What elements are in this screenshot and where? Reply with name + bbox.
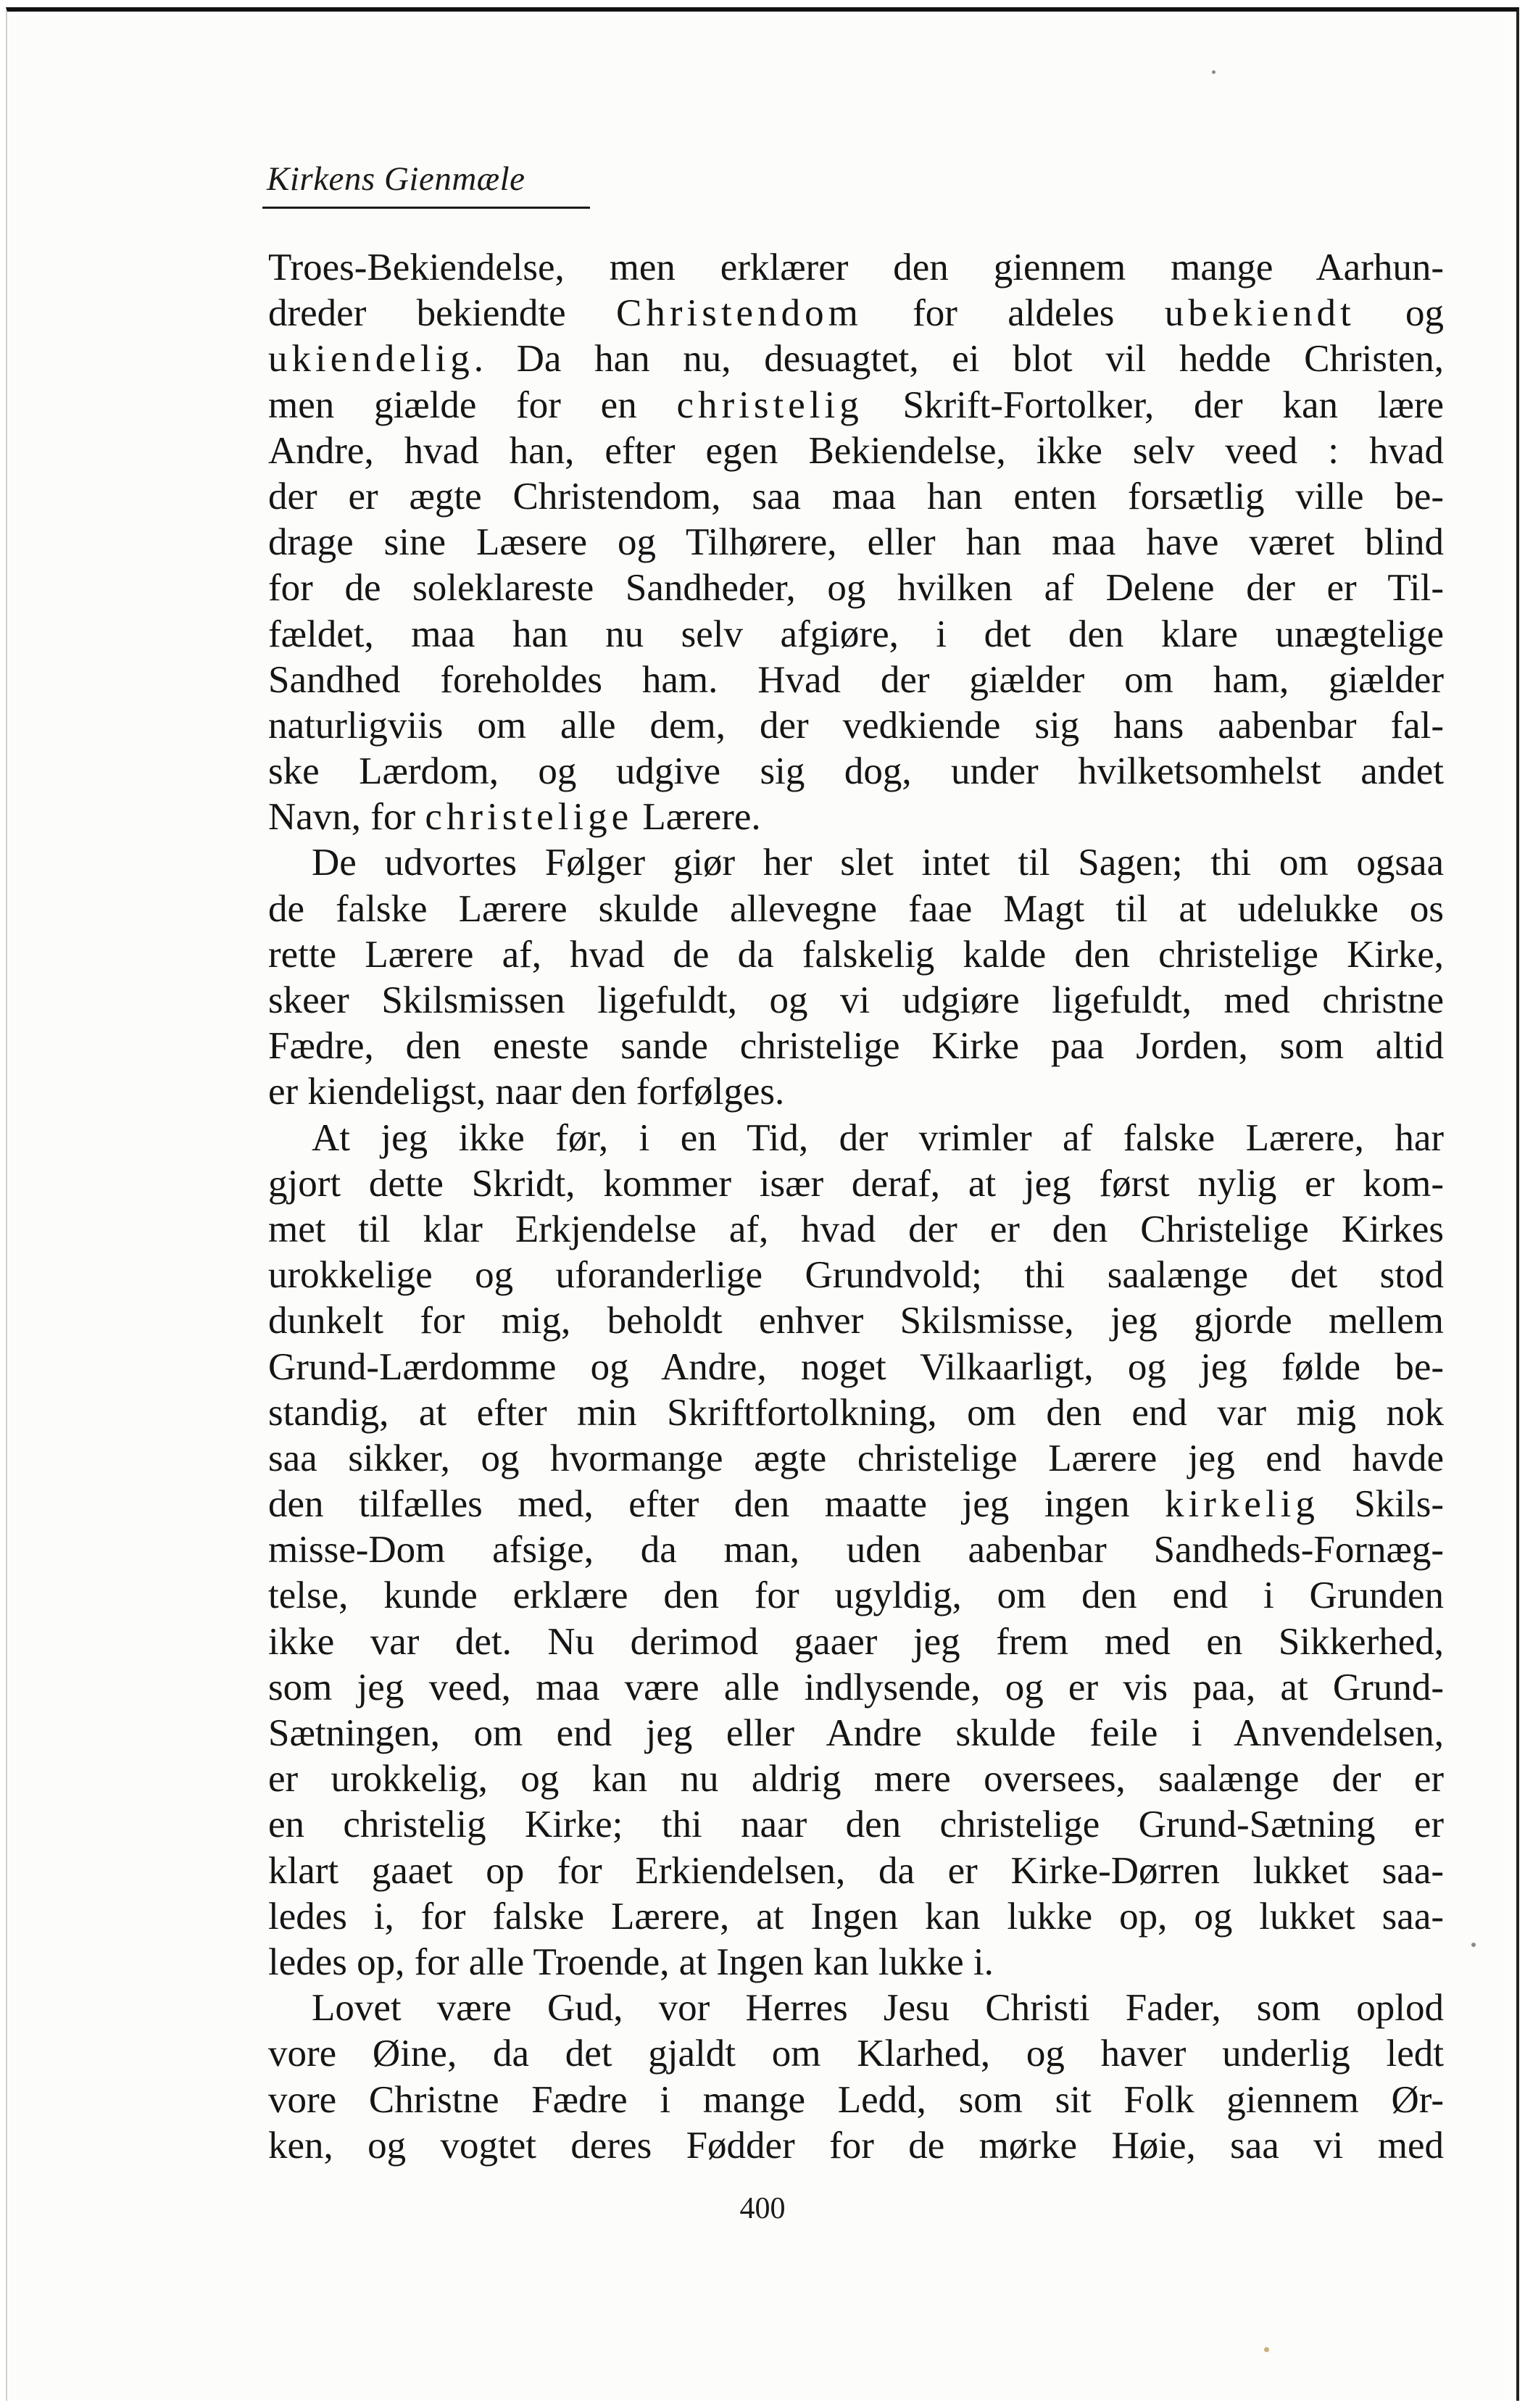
running-head-rule (262, 207, 590, 209)
text-line (268, 1069, 1444, 1115)
text-run: ikke var det. Nu derimod gaaer jeg frem med en Sikkerhed, (268, 1620, 1444, 1663)
text-line (268, 1527, 1444, 1573)
text-line (268, 245, 1444, 291)
text-run: men giælde for en (268, 383, 677, 426)
text-run: ske Lærdom, og udgive sig dog, under hvilketsomhelst andet (268, 750, 1444, 793)
text-run: de falske Lærere skulde allevegne faae Magt til at udelukke os (268, 887, 1444, 930)
text-run: Lærere. (633, 796, 761, 839)
text-run: der er ægte Christendom, saa maa han enten forsætlig ville be- (268, 475, 1444, 518)
text-run: klart gaaet op for Erkiendelsen, da er Kirke-Dørren lukket saa- (268, 1849, 1444, 1892)
emphasis-spaced: christelige (425, 796, 633, 839)
text-run: drage sine Læsere og Tilhørere, eller han maa have været blind (268, 521, 1444, 564)
text-run: skeer Skilsmissen ligefuldt, og vi udgiøre ligefuldt, med christne (268, 979, 1444, 1021)
text-run: . Da han nu, desuagtet, ei blot vil hedde Christen, (473, 338, 1444, 381)
text-line (268, 1207, 1444, 1253)
text-line (268, 932, 1444, 978)
text-line (268, 520, 1444, 565)
text-run: Troes-Bekiendelse, men erklærer den giennem mange Aarhun- (268, 246, 1444, 288)
text-line (268, 565, 1444, 611)
text-line (268, 1482, 1444, 1527)
text-run: for aldeles (862, 292, 1165, 335)
text-run: dreder bekiendte (268, 292, 616, 335)
text-run: for de soleklareste Sandheder, og hvilken af Delene der er Til- (268, 567, 1444, 610)
paper-speck (1471, 1943, 1476, 1947)
text-line (268, 1024, 1444, 1069)
text-run: Grund-Lærdomme og Andre, noget Vilkaarligt, og jeg følde be- (268, 1345, 1444, 1388)
text-line (268, 1985, 1444, 2031)
text-line (268, 1436, 1444, 1482)
text-run: ledes i, for falske Lærere, at Ingen kan lukke op, og lukket saa- (268, 1895, 1444, 1938)
text-line (268, 1345, 1444, 1390)
text-run: Andre, hvad han, efter egen Bekiendelse, ikke selv veed : hvad (268, 429, 1444, 472)
text-line (268, 749, 1444, 794)
text-line (268, 887, 1444, 932)
text-run: Sætningen, om end jeg eller Andre skulde feile i Anvendelsen, (268, 1712, 1444, 1754)
text-line (268, 1619, 1444, 1665)
text-line (268, 1848, 1444, 1894)
text-run: At jeg ikke før, i en Tid, der vrimler af falske Lærere, har (312, 1116, 1444, 1159)
text-line (268, 383, 1444, 428)
text-run: fældet, maa han nu selv afgiøre, i det den klare unægtelige (268, 613, 1444, 655)
text-run: vore Christne Fædre i mange Ledd, som sit Folk giennem Ør- (268, 2078, 1444, 2121)
text-line (268, 1665, 1444, 1711)
text-line (268, 1756, 1444, 1802)
text-run: gjort dette Skridt, kommer især deraf, at jeg først nylig er kom- (268, 1162, 1444, 1205)
text-line (268, 1711, 1444, 1756)
text-line (268, 1253, 1444, 1298)
text-run: Navn, for (268, 796, 425, 839)
paper-speck (1264, 2347, 1269, 2352)
text-line (268, 1390, 1444, 1436)
text-line (268, 794, 1444, 840)
text-run: den tilfælles med, efter den maatte jeg ingen (268, 1483, 1165, 1526)
text-line (268, 428, 1444, 474)
text-line (268, 1940, 1444, 1985)
text-line (268, 1116, 1444, 1161)
text-line (268, 474, 1444, 520)
text-run: og (1355, 292, 1444, 335)
paper-speck (1212, 70, 1216, 74)
text-run: dunkelt for mig, beholdt enhver Skilsmisse, jeg gjorde mellem (268, 1300, 1444, 1342)
text-run: met til klar Erkjendelse af, hvad der er den Christelige Kirkes (268, 1208, 1444, 1250)
text-line (268, 1894, 1444, 1940)
emphasis-spaced: kirkelig (1164, 1483, 1319, 1526)
text-run: misse-Dom afsige, da man, uden aabenbar Sandheds-Fornæg- (268, 1529, 1444, 1572)
emphasis-spaced: ukiendelig (268, 338, 474, 381)
text-run: Skils- (1318, 1483, 1445, 1526)
text-run: Fædre, den eneste sande christelige Kirke paa Jorden, som altid (268, 1025, 1444, 1068)
text-run: er kiendeligst, naar den forfølges. (268, 1071, 785, 1113)
text-line (268, 657, 1444, 703)
text-run: telse, kunde erklære den for ugyldig, om den end i Grunden (268, 1574, 1444, 1617)
text-line (268, 2123, 1444, 2169)
text-line (268, 1802, 1444, 1848)
page-number: 400 (739, 2192, 786, 2225)
text-line (268, 1573, 1444, 1619)
text-line (268, 2031, 1444, 2077)
text-run: rette Lærere af, hvad de da falskelig kalde den christelige Kirke, (268, 933, 1444, 976)
text-run: ken, og vogtet deres Fødder for de mørke Høie, saa vi med (268, 2124, 1444, 2167)
text-run: en christelig Kirke; thi naar den christelige Grund-Sætning er (268, 1803, 1444, 1846)
text-run: Lovet være Gud, vor Herres Jesu Christi Fader, som oplod (312, 1987, 1444, 2030)
text-run: er urokkelig, og kan nu aldrig mere oversees, saalænge der er (268, 1758, 1444, 1801)
emphasis-spaced: christelig (676, 383, 863, 426)
text-run: Sandhed foreholdes ham. Hvad der giælder om ham, giælder (268, 658, 1444, 701)
text-line (268, 336, 1444, 382)
emphasis-spaced: Christendom (615, 292, 863, 335)
text-run: saa sikker, og hvormange ægte christelige Lærere jeg end havde (268, 1437, 1444, 1479)
text-run: naturligviis om alle dem, der vedkiende sig hans aabenbar fal- (268, 704, 1444, 747)
text-line (268, 612, 1444, 657)
text-line (268, 2077, 1444, 2123)
text-run: urokkelige og uforanderlige Grundvold; thi saalænge det stod (268, 1254, 1444, 1297)
text-line (268, 1298, 1444, 1344)
text-line (268, 840, 1444, 886)
text-run: De udvortes Følger giør her slet intet til Sagen; thi om ogsaa (312, 842, 1444, 884)
text-run: standig, at efter min Skriftfortolkning, om den end var mig nok (268, 1391, 1444, 1434)
text-run: Skrift-Fortolker, der kan lære (863, 383, 1444, 426)
text-line (268, 703, 1444, 749)
text-line (268, 1161, 1444, 1207)
text-run: vore Øine, da det gjaldt om Klarhed, og haver underlig ledt (268, 2033, 1444, 2075)
body-text (268, 245, 1444, 2169)
text-line (268, 978, 1444, 1024)
text-run: ledes op, for alle Troende, at Ingen kan lukke i. (268, 1940, 994, 1983)
text-line (268, 291, 1444, 336)
text-run: som jeg veed, maa være alle indlysende, og er vis paa, at Grund- (268, 1666, 1444, 1709)
emphasis-spaced: ubekiendt (1164, 292, 1355, 335)
running-head: Kirkens Gienmæle (267, 160, 525, 198)
